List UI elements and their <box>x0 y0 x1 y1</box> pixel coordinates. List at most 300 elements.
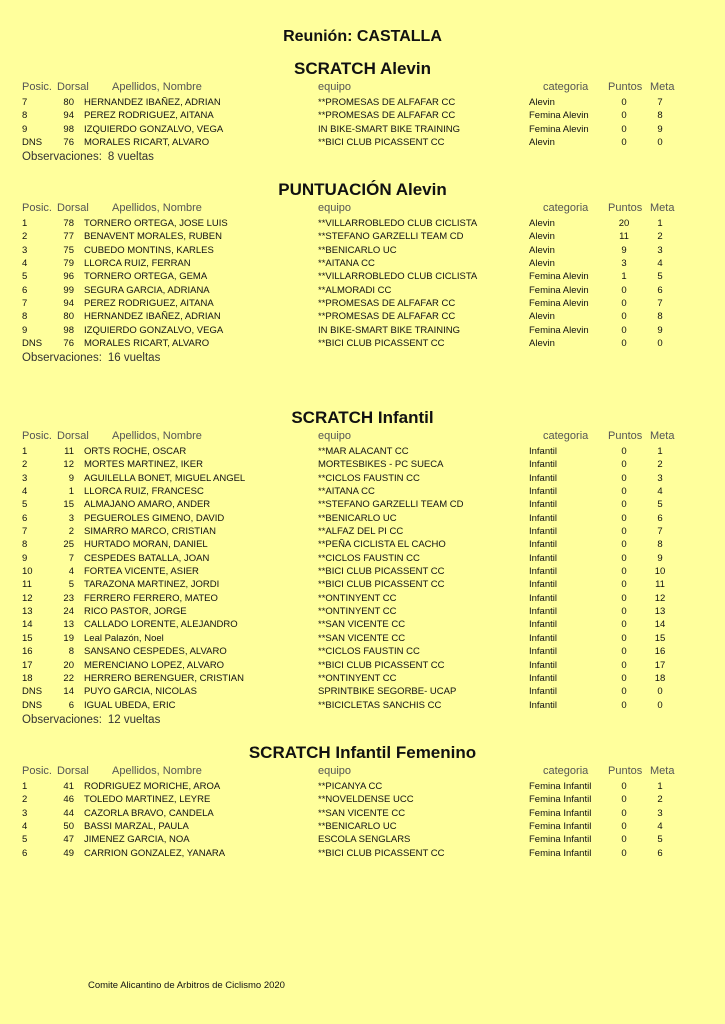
cell-col-dorsal: 22 <box>63 672 74 684</box>
cell-col-posic: 15 <box>22 632 33 644</box>
cell-col-team: **ALFAZ DEL PI CC <box>318 526 404 538</box>
table-row <box>0 578 725 591</box>
cell-col-category: Alevin <box>529 311 555 323</box>
cell-col-points: 0 <box>621 446 627 457</box>
cell-col-team: MORTESBIKES - PC SUECA <box>318 459 444 471</box>
cell-col-team: IN BIKE-SMART BIKE TRAINING <box>318 123 461 135</box>
cell-col-category: Femina Alevin <box>529 324 589 336</box>
cell-col-meta: 8 <box>657 539 663 551</box>
header-col-points: Puntos <box>608 765 643 777</box>
cell-col-team: **BENICARLO UC <box>318 244 397 256</box>
cell-col-dorsal: 7 <box>68 552 74 564</box>
header-col-category: categoria <box>543 430 589 442</box>
cell-col-posic: 9 <box>22 123 28 135</box>
cell-col-meta: 14 <box>654 619 666 631</box>
cell-col-team: **VILLARROBLEDO CLUB CICLISTA <box>318 271 478 283</box>
header-col-name: Apellidos, Nombre <box>112 81 202 93</box>
header-col-category: categoria <box>543 81 589 93</box>
section-title: SCRATCH Alevin <box>294 59 431 78</box>
cell-col-team: **PEÑA CICLISTA EL CACHO <box>318 539 446 551</box>
header-col-meta: Meta <box>650 430 675 442</box>
cell-col-meta: 9 <box>657 324 663 336</box>
table-header <box>0 81 725 96</box>
table-row <box>0 592 725 605</box>
cell-col-category: Alevin <box>529 244 555 256</box>
cell-col-category: Infantil <box>529 566 557 578</box>
table-row <box>0 793 725 806</box>
table-row <box>0 780 725 793</box>
cell-col-dorsal: 1 <box>68 486 74 498</box>
cell-col-name: MERENCIANO LOPEZ, ALVARO <box>84 659 225 671</box>
cell-col-name: TORNERO ORTEGA, GEMA <box>84 271 208 283</box>
cell-col-team: **BENICARLO UC <box>318 821 397 833</box>
cell-col-dorsal: 15 <box>63 499 74 511</box>
table-row <box>0 123 725 136</box>
header-col-team: equipo <box>318 765 352 777</box>
table-row <box>0 485 725 498</box>
cell-col-name: TARAZONA MARTINEZ, JORDI <box>84 579 220 591</box>
cell-col-dorsal: 23 <box>63 592 74 604</box>
cell-col-name: CAZORLA BRAVO, CANDELA <box>84 807 214 819</box>
cell-col-dorsal: 98 <box>63 324 74 336</box>
table-row <box>0 109 725 122</box>
table-row <box>0 807 725 820</box>
cell-col-team: **PICANYA CC <box>318 781 383 792</box>
cell-col-dorsal: 99 <box>63 284 74 296</box>
cell-col-dorsal: 94 <box>63 298 74 310</box>
cell-col-points: 0 <box>621 552 627 564</box>
cell-col-points: 0 <box>621 619 627 631</box>
cell-col-posic: 7 <box>22 97 28 108</box>
cell-col-category: Infantil <box>529 499 557 511</box>
cell-col-category: Infantil <box>529 606 557 618</box>
table-row <box>0 445 725 458</box>
cell-col-team: **BENICARLO UC <box>318 512 397 524</box>
cell-col-category: Alevin <box>529 97 555 108</box>
header-col-meta: Meta <box>650 202 675 214</box>
cell-col-name: LLORCA RUIZ, FRANCESC <box>84 486 204 498</box>
cell-col-points: 0 <box>621 659 627 671</box>
table-row <box>0 230 725 243</box>
cell-col-posic: 4 <box>22 258 28 270</box>
cell-col-posic: 3 <box>22 244 28 256</box>
header-col-dorsal: Dorsal <box>57 202 89 214</box>
cell-col-posic: 6 <box>22 284 28 296</box>
section-title: SCRATCH Infantil Femenino <box>248 743 477 762</box>
table-row <box>0 458 725 471</box>
cell-col-dorsal: 9 <box>68 472 74 484</box>
cell-col-meta: 3 <box>657 472 663 484</box>
cell-col-category: Infantil <box>529 699 557 711</box>
section-title: PUNTUACIÓN Alevin <box>278 180 447 199</box>
cell-col-team: **BICI CLUB PICASSENT CC <box>318 137 445 149</box>
cell-col-name: HERNANDEZ IBAÑEZ, ADRIAN <box>84 311 221 323</box>
cell-col-category: Alevin <box>529 137 555 149</box>
cell-col-team: **SAN VICENTE CC <box>318 632 406 644</box>
cell-col-meta: 1 <box>657 218 663 229</box>
cell-col-posic: 10 <box>22 566 33 578</box>
section-scratch-infantil <box>0 406 725 728</box>
cell-col-category: Femina Infantil <box>529 807 592 819</box>
table-row <box>0 270 725 283</box>
cell-col-posic: DNS <box>22 699 43 711</box>
header-col-name: Apellidos, Nombre <box>112 765 202 777</box>
cell-col-name: PEREZ RODRIGUEZ, AITANA <box>84 110 214 122</box>
cell-col-posic: 5 <box>22 834 28 846</box>
table-row <box>0 645 725 658</box>
header-col-posic: Posic. <box>22 202 52 214</box>
cell-col-category: Femina Alevin <box>529 110 589 122</box>
cell-col-dorsal: 20 <box>63 659 74 671</box>
cell-col-category: Alevin <box>529 231 555 243</box>
cell-col-points: 0 <box>621 794 627 806</box>
cell-col-dorsal: 41 <box>63 781 74 792</box>
cell-col-posic: 9 <box>22 324 28 336</box>
cell-col-points: 0 <box>621 646 627 658</box>
cell-col-posic: 16 <box>22 646 33 658</box>
cell-col-name: PEGUEROLES GIMENO, DAVID <box>84 512 225 524</box>
cell-col-posic: 2 <box>22 459 28 471</box>
cell-col-category: Infantil <box>529 579 557 591</box>
header-col-points: Puntos <box>608 202 643 214</box>
cell-col-meta: 4 <box>657 486 663 498</box>
cell-col-category: Infantil <box>529 646 557 658</box>
header-col-category: categoria <box>543 202 589 214</box>
cell-col-name: FORTEA VICENTE, ASIER <box>84 566 199 578</box>
cell-col-points: 0 <box>621 324 627 336</box>
cell-col-category: Infantil <box>529 446 557 457</box>
cell-col-category: Infantil <box>529 486 557 498</box>
cell-col-meta: 6 <box>657 284 663 296</box>
cell-col-category: Infantil <box>529 592 557 604</box>
cell-col-name: PUYO GARCIA, NICOLAS <box>84 686 197 698</box>
cell-col-meta: 2 <box>657 794 663 806</box>
cell-col-category: Femina Infantil <box>529 794 592 806</box>
header-col-team: equipo <box>318 430 352 442</box>
cell-col-team: **AITANA CC <box>318 486 375 498</box>
cell-col-team: **STEFANO GARZELLI TEAM CD <box>318 499 464 511</box>
cell-col-team: **PROMESAS DE ALFAFAR CC <box>318 298 456 310</box>
cell-col-posic: 2 <box>22 794 28 806</box>
table-row <box>0 244 725 257</box>
cell-col-category: Alevin <box>529 258 555 270</box>
cell-col-name: SIMARRO MARCO, CRISTIAN <box>84 526 216 538</box>
cell-col-meta: 8 <box>657 311 663 323</box>
header-col-points: Puntos <box>608 81 643 93</box>
cell-col-name: Leal Palazón, Noel <box>84 632 164 644</box>
header-col-dorsal: Dorsal <box>57 81 89 93</box>
cell-col-meta: 11 <box>655 579 665 591</box>
cell-col-posic: 1 <box>22 446 28 457</box>
cell-col-team: **ONTINYENT CC <box>318 672 397 684</box>
section-scratch-infantil-femenino <box>0 741 725 860</box>
cell-col-meta: 1 <box>657 446 663 457</box>
cell-col-category: Alevin <box>529 338 555 350</box>
cell-col-name: HERNANDEZ IBAÑEZ, ADRIAN <box>84 97 221 108</box>
cell-col-dorsal: 49 <box>63 847 74 859</box>
cell-col-name: LLORCA RUIZ, FERRAN <box>84 258 191 270</box>
observations <box>0 149 725 165</box>
cell-col-points: 0 <box>621 672 627 684</box>
cell-col-name: SEGURA GARCIA, ADRIANA <box>84 284 210 296</box>
cell-col-team: **NOVELDENSE UCC <box>318 794 414 806</box>
table-row <box>0 552 725 565</box>
table-row <box>0 324 725 337</box>
cell-col-points: 1 <box>621 271 627 283</box>
observations <box>0 350 725 366</box>
cell-col-dorsal: 79 <box>63 258 74 270</box>
header-col-category: categoria <box>543 765 589 777</box>
cell-col-team: **ONTINYENT CC <box>318 592 397 604</box>
cell-col-points: 0 <box>621 821 627 833</box>
cell-col-name: CUBEDO MONTINS, KARLES <box>84 244 214 256</box>
cell-col-dorsal: 80 <box>63 311 74 323</box>
cell-col-name: MORALES RICART, ALVARO <box>84 137 210 149</box>
cell-col-posic: 13 <box>22 606 33 618</box>
cell-col-points: 0 <box>621 579 627 591</box>
cell-col-dorsal: 50 <box>63 821 74 833</box>
cell-col-meta: 15 <box>654 632 666 644</box>
cell-col-dorsal: 3 <box>68 512 74 524</box>
cell-col-category: Femina Alevin <box>529 298 589 310</box>
cell-col-points: 0 <box>621 499 627 511</box>
cell-col-posic: DNS <box>22 686 43 698</box>
cell-col-posic: 3 <box>22 807 28 819</box>
cell-col-dorsal: 11 <box>64 446 74 457</box>
table-row <box>0 699 725 712</box>
cell-col-category: Infantil <box>529 459 557 471</box>
observations-label: Observaciones: <box>22 713 102 726</box>
cell-col-posic: 7 <box>22 298 28 310</box>
cell-col-points: 0 <box>621 606 627 618</box>
cell-col-team: **VILLARROBLEDO CLUB CICLISTA <box>318 218 478 229</box>
cell-col-dorsal: 80 <box>63 97 74 108</box>
cell-col-dorsal: 44 <box>63 807 74 819</box>
cell-col-meta: 16 <box>654 646 666 658</box>
cell-col-category: Infantil <box>529 526 557 538</box>
cell-col-name: ORTS ROCHE, OSCAR <box>84 446 187 457</box>
cell-col-team: **PROMESAS DE ALFAFAR CC <box>318 110 456 122</box>
cell-col-meta: 9 <box>657 123 663 135</box>
header-col-team: equipo <box>318 81 352 93</box>
cell-col-meta: 9 <box>657 552 663 564</box>
cell-col-team: **STEFANO GARZELLI TEAM CD <box>318 231 464 243</box>
cell-col-name: CALLADO LORENTE, ALEJANDRO <box>84 619 238 631</box>
table-row <box>0 498 725 511</box>
cell-col-team: **PROMESAS DE ALFAFAR CC <box>318 311 456 323</box>
cell-col-points: 0 <box>621 807 627 819</box>
cell-col-points: 0 <box>621 781 627 792</box>
cell-col-name: JIMENEZ GARCIA, NOA <box>84 834 190 846</box>
table-row <box>0 257 725 270</box>
section-puntuacion-alevin <box>0 178 725 366</box>
header-col-posic: Posic. <box>22 765 52 777</box>
header-col-posic: Posic. <box>22 81 52 93</box>
cell-col-posic: 12 <box>22 592 33 604</box>
cell-col-name: HURTADO MORAN, DANIEL <box>84 539 208 551</box>
cell-col-posic: 1 <box>22 218 28 229</box>
cell-col-name: IGUAL UBEDA, ERIC <box>84 699 176 711</box>
cell-col-points: 0 <box>621 459 627 471</box>
cell-col-meta: 5 <box>657 271 663 283</box>
cell-col-meta: 0 <box>657 338 663 350</box>
cell-col-points: 0 <box>621 137 627 149</box>
cell-col-team: **BICI CLUB PICASSENT CC <box>318 847 445 859</box>
cell-col-team: **BICI CLUB PICASSENT CC <box>318 659 445 671</box>
cell-col-name: BENAVENT MORALES, RUBEN <box>84 231 222 243</box>
cell-col-category: Infantil <box>529 672 557 684</box>
table-header <box>0 765 725 780</box>
cell-col-points: 0 <box>621 97 627 108</box>
table-row <box>0 472 725 485</box>
table-row <box>0 136 725 149</box>
cell-col-meta: 5 <box>657 834 663 846</box>
cell-col-category: Femina Infantil <box>529 781 592 792</box>
cell-col-dorsal: 2 <box>68 526 74 538</box>
cell-col-category: Infantil <box>529 659 557 671</box>
observations <box>0 712 725 728</box>
cell-col-meta: 4 <box>657 821 663 833</box>
cell-col-team: **CICLOS FAUSTIN CC <box>318 552 420 564</box>
cell-col-meta: 12 <box>654 592 666 604</box>
header-col-points: Puntos <box>608 430 643 442</box>
cell-col-points: 0 <box>621 311 627 323</box>
header-col-team: equipo <box>318 202 352 214</box>
cell-col-meta: 6 <box>657 847 663 859</box>
cell-col-points: 0 <box>621 284 627 296</box>
cell-col-category: Infantil <box>529 632 557 644</box>
cell-col-points: 9 <box>621 244 627 256</box>
cell-col-dorsal: 46 <box>63 794 74 806</box>
cell-col-meta: 2 <box>657 231 663 243</box>
cell-col-meta: 2 <box>657 459 663 471</box>
cell-col-name: MORALES RICART, ALVARO <box>84 338 210 350</box>
observations-value: 8 vueltas <box>107 151 154 164</box>
table-row <box>0 310 725 323</box>
cell-col-name: TORNERO ORTEGA, JOSE LUIS <box>84 218 228 229</box>
observations-label: Observaciones: <box>22 151 102 164</box>
cell-col-points: 0 <box>621 486 627 498</box>
table-row <box>0 847 725 860</box>
cell-col-dorsal: 25 <box>63 539 74 551</box>
cell-col-meta: 0 <box>657 137 663 149</box>
cell-col-team: **SAN VICENTE CC <box>318 619 406 631</box>
cell-col-category: Infantil <box>529 472 557 484</box>
cell-col-name: FERRERO FERRERO, MATEO <box>84 592 218 604</box>
cell-col-posic: 2 <box>22 231 28 243</box>
cell-col-team: ESCOLA SENGLARS <box>318 834 411 846</box>
footer-text: Comite Alicantino de Arbitros de Ciclismo 2020 <box>88 980 285 991</box>
cell-col-points: 20 <box>618 218 630 229</box>
cell-col-dorsal: 8 <box>68 646 74 658</box>
cell-col-category: Infantil <box>529 552 557 564</box>
cell-col-category: Femina Alevin <box>529 123 589 135</box>
cell-col-meta: 7 <box>657 298 663 310</box>
cell-col-category: Femina Alevin <box>529 271 589 283</box>
cell-col-posic: 4 <box>22 486 28 498</box>
header-col-dorsal: Dorsal <box>57 765 89 777</box>
cell-col-team: **MAR ALACANT CC <box>318 446 409 457</box>
cell-col-posic: 4 <box>22 821 28 833</box>
cell-col-points: 0 <box>621 632 627 644</box>
cell-col-meta: 10 <box>654 566 666 578</box>
cell-col-points: 0 <box>621 512 627 524</box>
cell-col-posic: 5 <box>22 499 28 511</box>
cell-col-points: 0 <box>621 123 627 135</box>
cell-col-team: **PROMESAS DE ALFAFAR CC <box>318 97 456 108</box>
cell-col-dorsal: 4 <box>68 566 74 578</box>
cell-col-name: AGUILELLA BONET, MIGUEL ANGEL <box>84 472 246 484</box>
cell-col-name: ALMAJANO AMARO, ANDER <box>84 499 211 511</box>
cell-col-category: Infantil <box>529 512 557 524</box>
cell-col-category: Alevin <box>529 218 555 229</box>
cell-col-dorsal: 14 <box>63 686 74 698</box>
cell-col-meta: 4 <box>657 258 663 270</box>
cell-col-posic: 8 <box>22 539 28 551</box>
cell-col-dorsal: 19 <box>63 632 74 644</box>
cell-col-dorsal: 96 <box>63 271 74 283</box>
table-row <box>0 217 725 230</box>
cell-col-posic: 17 <box>22 659 33 671</box>
cell-col-category: Infantil <box>529 619 557 631</box>
cell-col-team: **CICLOS FAUSTIN CC <box>318 646 420 658</box>
cell-col-posic: 9 <box>22 552 28 564</box>
table-row <box>0 820 725 833</box>
header-col-name: Apellidos, Nombre <box>112 202 202 214</box>
header-col-meta: Meta <box>650 765 675 777</box>
cell-col-posic: DNS <box>22 338 43 350</box>
cell-col-points: 0 <box>621 298 627 310</box>
cell-col-team: **ALMORADI CC <box>318 284 392 296</box>
cell-col-points: 0 <box>621 834 627 846</box>
cell-col-team: **BICI CLUB PICASSENT CC <box>318 566 445 578</box>
cell-col-team: IN BIKE-SMART BIKE TRAINING <box>318 324 461 336</box>
cell-col-name: MORTES MARTINEZ, IKER <box>84 459 203 471</box>
table-header <box>0 202 725 217</box>
cell-col-dorsal: 75 <box>63 244 74 256</box>
cell-col-category: Femina Alevin <box>529 284 589 296</box>
cell-col-team: **ONTINYENT CC <box>318 606 397 618</box>
cell-col-points: 0 <box>621 110 627 122</box>
cell-col-name: RICO PASTOR, JORGE <box>84 606 187 618</box>
cell-col-meta: 17 <box>654 659 666 671</box>
cell-col-posic: 8 <box>22 311 28 323</box>
cell-col-dorsal: 78 <box>63 218 74 229</box>
page-title: Reunión: CASTALLA <box>283 28 442 45</box>
cell-col-posic: 14 <box>22 619 33 631</box>
table-row <box>0 632 725 645</box>
cell-col-meta: 6 <box>657 512 663 524</box>
table-row <box>0 618 725 631</box>
cell-col-category: Femina Infantil <box>529 834 592 846</box>
table-row <box>0 96 725 109</box>
header-col-posic: Posic. <box>22 430 52 442</box>
cell-col-meta: 8 <box>657 110 663 122</box>
table-row <box>0 525 725 538</box>
cell-col-name: PEREZ RODRIGUEZ, AITANA <box>84 298 214 310</box>
observations-label: Observaciones: <box>22 352 102 365</box>
cell-col-points: 0 <box>621 338 627 350</box>
table-row <box>0 538 725 551</box>
cell-col-points: 0 <box>621 686 627 698</box>
cell-col-points: 0 <box>621 526 627 538</box>
cell-col-points: 3 <box>621 258 627 270</box>
table-row <box>0 284 725 297</box>
cell-col-dorsal: 13 <box>63 619 74 631</box>
cell-col-team: SPRINTBIKE SEGORBE- UCAP <box>318 686 457 698</box>
table-row <box>0 512 725 525</box>
cell-col-name: RODRIGUEZ MORICHE, AROA <box>84 781 221 792</box>
